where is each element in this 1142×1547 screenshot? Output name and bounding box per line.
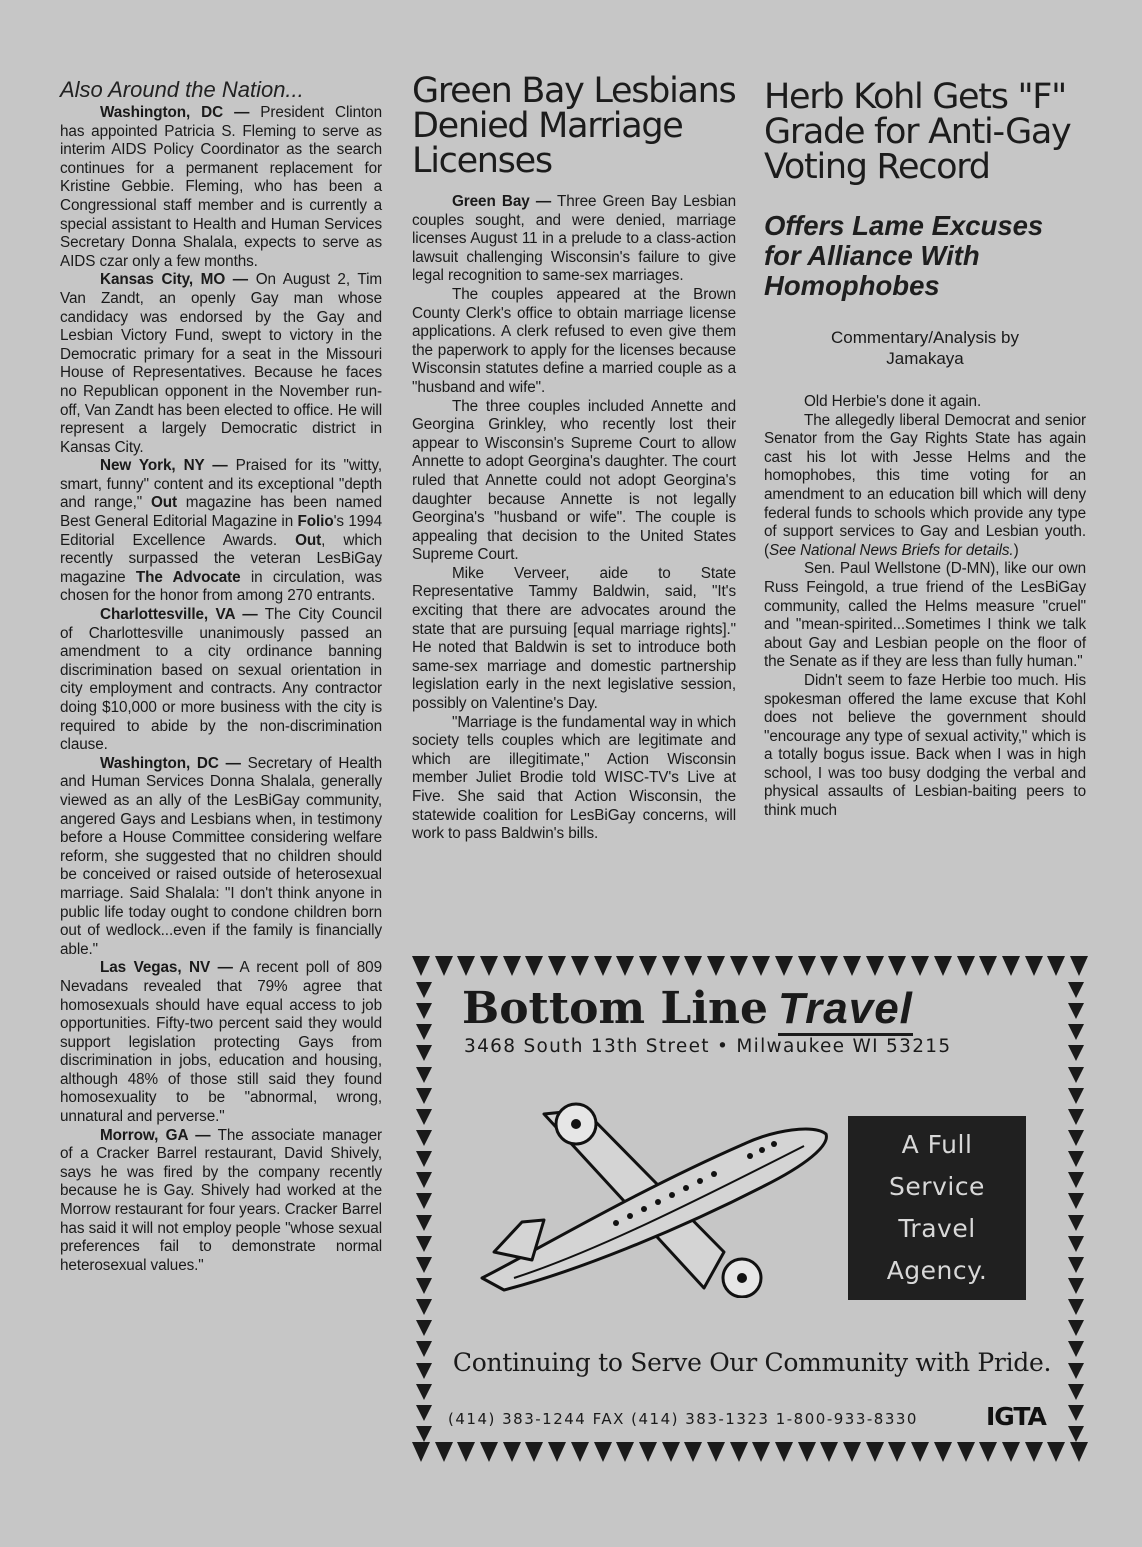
border-triangle	[416, 1341, 432, 1357]
border-triangle	[934, 956, 952, 976]
border-triangle	[820, 1442, 838, 1462]
border-triangle	[616, 956, 634, 976]
border-triangle	[416, 1172, 432, 1188]
dateline: Morrow, GA —	[100, 1126, 211, 1144]
border-triangle	[1068, 1405, 1084, 1421]
border-triangle	[1002, 1442, 1020, 1462]
ad-address: 3468 South 13th Street • Milwaukee WI 53215	[464, 1036, 952, 1057]
border-triangle	[416, 982, 432, 998]
border-triangle	[416, 1045, 432, 1061]
border-triangle	[1068, 1236, 1084, 1252]
border-triangle	[416, 1151, 432, 1167]
border-triangle	[957, 1442, 975, 1462]
border-triangle	[571, 1442, 589, 1462]
article-paragraph: The allegedly liberal Democrat and senior Senator from the Gay Rights State has again cast his lot with Jesse Helms and the homophobes, this time voting for an amendment to an education bill which will deny federal funds to schools which provide any type of support services to Gay and Lesbian youth. (See National News Briefs for details.)	[764, 411, 1086, 559]
border-triangle	[684, 956, 702, 976]
border-triangle	[957, 956, 975, 976]
article-lead: Green Bay — Three Green Bay Lesbian couples sought, and were denied, marriage licenses August 11 in a prelude to a class-action lawsuit challenging Wisconsin's failure to give legal recognition to same-sex marriages.	[412, 193, 736, 285]
border-triangle	[1068, 982, 1084, 998]
border-triangle	[1068, 1426, 1084, 1442]
border-triangle	[416, 1278, 432, 1294]
ad-border-right	[1064, 982, 1088, 1442]
dateline: Las Vegas, NV —	[100, 959, 233, 977]
border-triangle	[662, 956, 680, 976]
border-triangle	[1068, 1299, 1084, 1315]
border-triangle	[979, 956, 997, 976]
border-triangle	[416, 1426, 432, 1442]
border-triangle	[662, 1442, 680, 1462]
border-triangle	[416, 1088, 432, 1104]
border-triangle	[616, 1442, 634, 1462]
border-triangle	[1070, 956, 1088, 976]
border-triangle	[730, 956, 748, 976]
border-triangle	[480, 1442, 498, 1462]
travel-advertisement	[412, 956, 1088, 1466]
border-triangle	[1068, 1215, 1084, 1231]
border-triangle	[416, 1130, 432, 1146]
brief-las-vegas: Las Vegas, NV — A recent poll of 809 Nevadans revealed that 79% agree that homosexuals should have equal access to job opportunities. Fifty-two percent said they would support legislation protecting Gays from discrimination in jobs, education and housing, although 48% of those still said they found homosexuality to be "abnormal, wrong, unnatural and perverse."	[60, 959, 382, 1126]
border-triangle	[684, 1442, 702, 1462]
border-triangle	[639, 1442, 657, 1462]
border-triangle	[820, 956, 838, 976]
green-bay-article	[412, 71, 736, 844]
article-paragraph: Old Herbie's done it again.	[804, 393, 982, 410]
article-subhead: Offers Lame Excuses for Alliance With Homophobes	[764, 210, 1044, 301]
border-triangle	[416, 1003, 432, 1019]
dateline: Kansas City, MO —	[100, 271, 249, 289]
border-triangle	[416, 1067, 432, 1083]
border-triangle	[843, 1442, 861, 1462]
border-triangle	[548, 956, 566, 976]
ad-service-box: A Full Service Travel Agency.	[848, 1116, 1026, 1300]
border-triangle	[416, 1215, 432, 1231]
brief-charlottesville: Charlottesville, VA — The City Council of Charlottesville unanimously passed an amendment to a city ordinance banning discrimination based on sexual orientation in city employment and contracts. Any contractor doing $10,000 or more business with the city is required to abide by the non-discrimination clause.	[60, 606, 382, 754]
byline: Commentary/Analysis by Jamakaya	[830, 328, 1019, 368]
border-triangle	[416, 1193, 432, 1209]
border-triangle	[525, 1442, 543, 1462]
border-triangle	[1068, 1151, 1084, 1167]
airplane-icon	[474, 1102, 834, 1298]
border-triangle	[1068, 1130, 1084, 1146]
igta-logo: IGTA	[986, 1402, 1046, 1431]
border-triangle	[480, 956, 498, 976]
border-triangle	[548, 1442, 566, 1462]
ad-border-bottom	[412, 1442, 1088, 1464]
border-triangle	[416, 1405, 432, 1421]
border-triangle	[416, 1109, 432, 1125]
border-triangle	[911, 956, 929, 976]
article-paragraph: The couples appeared at the Brown County Clerk's office to obtain marriage license applications. A clerk refused to even give them the paperwork to apply for the licenses because Wisconsin statutes define a married couple as a "husband and wife".	[412, 285, 736, 396]
border-triangle	[1068, 1045, 1084, 1061]
dateline: Green Bay —	[452, 193, 552, 210]
dateline: New York, NY —	[100, 457, 228, 475]
article-paragraph: Sen. Paul Wellstone (D-MN), like our own Russ Feingold, a true friend of the LesBiGay community, called the Helms measure "cruel" and "mean-spirited...Sometimes I think we talk about Gay and Lesbian people on the floor of the Senate as if they are less than fully human."	[764, 560, 1086, 671]
border-triangle	[843, 956, 861, 976]
news-briefs-column	[60, 78, 382, 1275]
brief-washington-2: Washington, DC — Secretary of Health and Human Services Donna Shalala, generally viewed as an ally of the LesBiGay community, angered Gays and Lesbians when, in testimony before a House Committee considering welfare reform, she suggested that no children should be conceived or raised outside of heterosexual marriage. Said Shalala: "I don't think anyone in public life today ought to condone children born out of wedlock...even if the family is financially able."	[60, 754, 383, 958]
border-triangle	[1047, 956, 1065, 976]
border-triangle	[1068, 1384, 1084, 1400]
article-headline: Herb Kohl Gets "F" Grade for Anti-Gay Voting Record	[764, 77, 1071, 187]
border-triangle	[798, 1442, 816, 1462]
border-triangle	[752, 956, 770, 976]
brief-kansas-city: Kansas City, MO — On August 2, Tim Van Zandt, an openly Gay man whose candidacy was endorsed by the Gay and Lesbian Victory Fund, swept to victory in the Democratic primary for a seat in the Missouri House of Representatives. Because he faces no Republican opponent in the November run-off, Van Zandt has been elected to office. He will represent a largely Democratic district in Kansas City.	[60, 271, 383, 456]
dateline: Washington, DC —	[100, 104, 250, 121]
border-triangle	[594, 956, 612, 976]
border-triangle	[503, 956, 521, 976]
border-triangle	[1047, 1442, 1065, 1462]
border-triangle	[416, 1024, 432, 1040]
dateline: Washington, DC —	[100, 754, 241, 772]
border-triangle	[1068, 1193, 1084, 1209]
border-triangle	[730, 1442, 748, 1462]
dateline: Charlottesville, VA —	[100, 606, 258, 624]
border-triangle	[1068, 1278, 1084, 1294]
ad-border-top	[412, 956, 1088, 978]
border-triangle	[911, 1442, 929, 1462]
border-triangle	[435, 1442, 453, 1462]
border-triangle	[1068, 1024, 1084, 1040]
border-triangle	[707, 956, 725, 976]
border-triangle	[457, 956, 475, 976]
border-triangle	[1068, 1109, 1084, 1125]
border-triangle	[1070, 1442, 1088, 1462]
border-triangle	[1068, 1172, 1084, 1188]
brief-morrow: Morrow, GA — The associate manager of a Cracker Barrel restaurant, David Shively, says he was fired by the company recently because he is Gay. Shively had worked at the Morrow restaurant for four years. Cracker Barrel has said it will not employ people "whose sexual preferences fail to demonstrate normal heterosexual values."	[60, 1126, 382, 1274]
border-triangle	[412, 1442, 430, 1462]
border-triangle	[1068, 1320, 1084, 1336]
article-paragraph: The three couples included Annette and Georgina Grinkley, who recently lost their appear to Wisconsin's Supreme Court to allow Annette to adopt Georgina's daughter. The court ruled that Annette could not adopt Georgina's daughter because Annette is not legally Georgina's "husband or wife". The couple is appealing that decision to the United States Supreme Court.	[412, 397, 736, 564]
border-triangle	[707, 1442, 725, 1462]
border-triangle	[1068, 1088, 1084, 1104]
article-headline: Green Bay Lesbians Denied Marriage Licenses	[412, 71, 736, 181]
border-triangle	[1068, 1257, 1084, 1273]
border-triangle	[1068, 1003, 1084, 1019]
border-triangle	[1068, 1067, 1084, 1083]
border-triangle	[571, 956, 589, 976]
border-triangle	[416, 1299, 432, 1315]
border-triangle	[457, 1442, 475, 1462]
border-triangle	[525, 956, 543, 976]
ad-tagline: Continuing to Serve Our Community with Pride.	[452, 1348, 1052, 1377]
border-triangle	[594, 1442, 612, 1462]
border-triangle	[1068, 1363, 1084, 1379]
border-triangle	[979, 1442, 997, 1462]
border-triangle	[416, 1236, 432, 1252]
border-triangle	[412, 956, 430, 976]
herb-kohl-article	[764, 77, 1086, 821]
border-triangle	[1025, 1442, 1043, 1462]
border-triangle	[639, 956, 657, 976]
border-triangle	[416, 1363, 432, 1379]
border-triangle	[888, 1442, 906, 1462]
border-triangle	[752, 1442, 770, 1462]
ad-brand-name: Bottom Line Travel	[462, 983, 913, 1034]
border-triangle	[416, 1257, 432, 1273]
brief-new-york: New York, NY — Praised for its "witty, smart, funny" content and its exceptional "depth and range," Out magazine has been named Best General Editorial Magazine in Folio's 1994 Editorial Excellence Awards. Out, which recently surpassed the veteran LesBiGay magazine The Advocate in circulation, was chosen for the honor from among 270 entrants.	[60, 457, 382, 605]
border-triangle	[435, 956, 453, 976]
border-triangle	[416, 1384, 432, 1400]
article-paragraph: Mike Verveer, aide to State Representative Tammy Baldwin, said, "It's exciting that there are advocates around the state that are pursuing [equal marriage rights]." He noted that Baldwin is set to introduce both same-sex marriage and domestic partnership legislation early in the next legislative session, possibly on Valentine's Day.	[412, 564, 736, 713]
border-triangle	[775, 1442, 793, 1462]
border-triangle	[1025, 956, 1043, 976]
border-triangle	[888, 956, 906, 976]
border-triangle	[416, 1320, 432, 1336]
section-kicker: Also Around the Nation...	[60, 77, 304, 102]
border-triangle	[934, 1442, 952, 1462]
border-triangle	[798, 956, 816, 976]
border-triangle	[1002, 956, 1020, 976]
border-triangle	[866, 1442, 884, 1462]
article-paragraph: Didn't seem to faze Herbie too much. His spokesman offered the lame excuse that Kohl does not believe the government should "encourage any type of sexual activity," which is a totally bogus issue. Back when I was in high school, I was too busy dodging the verbal and physical assaults of Lesbian-baiting peers to think much	[764, 671, 1086, 820]
ad-phone-numbers: (414) 383-1244 FAX (414) 383-1323 1-800-933-8330	[448, 1410, 918, 1428]
brief-washington-1: Washington, DC — President Clinton has appointed Patricia S. Fleming to serve as interim AIDS Policy Coordinator as the search continues for a permanent replacement for Kristine Gebbie. Fleming, who has been a Congressional staff member and is currently a special assistant to Health and Human Services Secretary Donna Shalala, expects to serve as AIDS czar only a few months.	[60, 104, 382, 270]
border-triangle	[1068, 1341, 1084, 1357]
ad-border-left	[412, 982, 436, 1442]
border-triangle	[503, 1442, 521, 1462]
border-triangle	[866, 956, 884, 976]
border-triangle	[775, 956, 793, 976]
article-paragraph: "Marriage is the fundamental way in which society tells couples which are legitimate and which are illegitimate," Action Wisconsin member Juliet Brodie told WISC-TV's Live at Five. She said that Action Wisconsin, the statewide coalition for LesBiGay concerns, will work to pass Baldwin's bills.	[412, 713, 736, 843]
